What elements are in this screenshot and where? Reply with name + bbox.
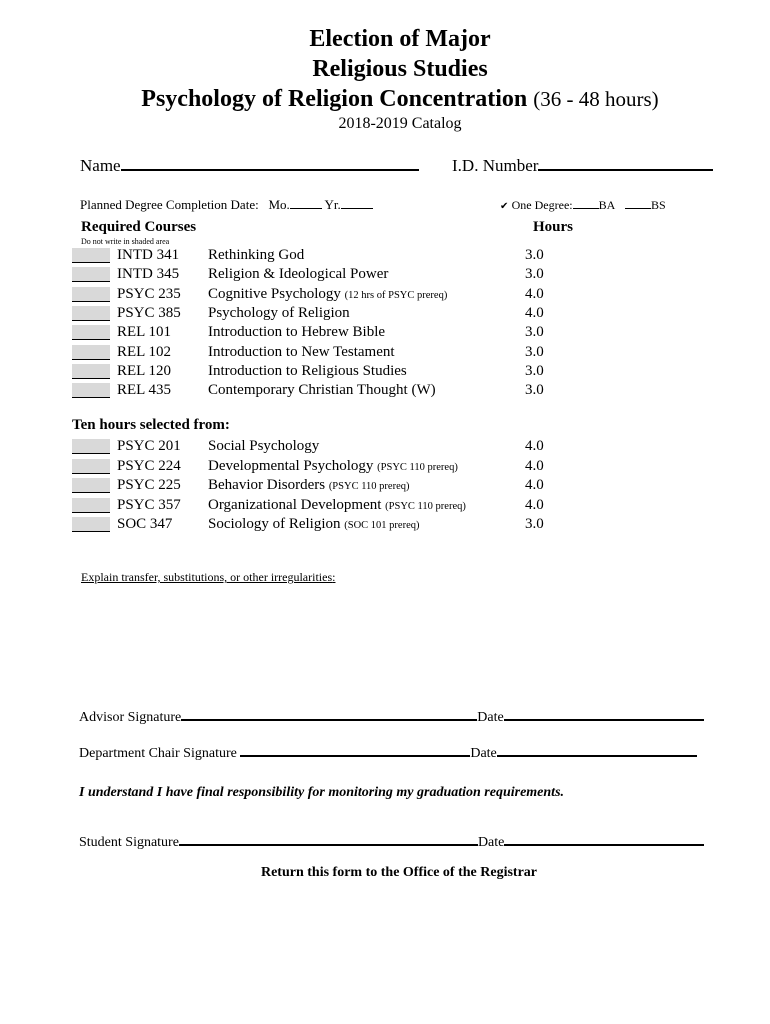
course-title-cell — [208, 476, 410, 496]
shaded-check-box[interactable] — [72, 306, 110, 321]
course-title-cell — [208, 285, 447, 305]
course-title: Psychology of Religion — [208, 304, 350, 321]
shaded-check-box[interactable] — [72, 364, 110, 379]
shaded-check-box[interactable] — [72, 478, 110, 493]
chair-date-label: Date — [470, 746, 497, 761]
shaded-check-box[interactable] — [72, 345, 110, 360]
course-title: Introduction to Hebrew Bible — [208, 324, 386, 341]
month-label: Mo. — [268, 197, 290, 212]
advisor-signature-field — [79, 705, 704, 726]
chair-signature-field — [79, 741, 697, 762]
course-row — [72, 304, 632, 323]
course-prereq-note: (SOC 101 prereq) — [344, 520, 420, 531]
course-hours: 4.0 — [525, 496, 544, 513]
course-title: Introduction to New Testament — [208, 343, 395, 360]
course-row — [72, 362, 632, 381]
course-row — [72, 285, 632, 304]
course-row — [72, 515, 632, 534]
course-row — [72, 343, 632, 362]
shaded-check-box[interactable] — [72, 325, 110, 340]
concentration-hours: (36 - 48 hours) — [533, 87, 659, 111]
course-title: Organizational Development — [208, 496, 382, 513]
chair-signature-line[interactable] — [240, 741, 470, 757]
course-title-cell — [208, 343, 395, 362]
course-title: Developmental Psychology — [208, 457, 374, 474]
student-date-line[interactable] — [504, 830, 704, 846]
course-row — [72, 381, 632, 400]
course-prereq-note: (12 hrs of PSYC prereq) — [344, 289, 448, 301]
course-row — [72, 476, 632, 495]
hours-heading: Hours — [533, 219, 574, 235]
shaded-area-note: Do not write in shaded area — [81, 237, 170, 246]
course-title-cell — [208, 323, 385, 342]
course-row — [72, 265, 632, 284]
return-note: Return this form to the Office of the Registrar — [260, 865, 538, 880]
course-row — [72, 246, 632, 265]
course-row — [72, 457, 632, 476]
course-code: PSYC 224 — [117, 457, 181, 474]
course-code: INTD 345 — [117, 266, 180, 283]
advisor-signature-line[interactable] — [181, 705, 477, 721]
shaded-check-box[interactable] — [72, 248, 110, 263]
course-hours: 3.0 — [525, 362, 544, 379]
course-code: REL 101 — [117, 324, 172, 341]
course-title-cell — [208, 304, 350, 323]
id-field — [452, 155, 713, 176]
required-courses-heading: Required Courses — [81, 219, 197, 235]
course-hours: 4.0 — [525, 477, 544, 493]
course-title-cell — [208, 496, 466, 516]
course-title: Cognitive Psychology — [208, 285, 341, 302]
bs-label: BS — [651, 198, 666, 212]
ba-label: BA — [598, 198, 616, 212]
course-title: Behavior Disorders — [208, 477, 326, 493]
year-input-line[interactable] — [341, 194, 373, 209]
name-label: Name — [80, 156, 121, 175]
course-title: Contemporary Christian Thought (W) — [208, 382, 436, 399]
course-hours: 3.0 — [525, 516, 544, 532]
course-code: INTD 341 — [117, 247, 180, 263]
course-code: REL 435 — [117, 382, 172, 399]
course-hours: 4.0 — [525, 438, 544, 454]
course-title: Introduction to Religious Studies — [208, 362, 407, 379]
course-hours: 4.0 — [525, 457, 544, 474]
month-input-line[interactable] — [290, 194, 322, 209]
form-title: Election of Major — [309, 26, 491, 52]
advisor-signature-label: Advisor Signature — [79, 710, 182, 725]
advisor-date-label: Date — [477, 710, 504, 725]
irregularities-label: Explain transfer, substitutions, or other irregularities: — [81, 570, 336, 584]
student-signature-label: Student Signature — [79, 835, 179, 850]
course-hours: 4.0 — [525, 285, 544, 302]
student-signature-line[interactable] — [179, 830, 478, 846]
shaded-check-box[interactable] — [72, 287, 110, 302]
student-signature-field — [79, 830, 704, 851]
course-code: SOC 347 — [117, 516, 173, 532]
course-prereq-note: (PSYC 110 prereq) — [385, 500, 466, 512]
responsibility-note: I understand I have final responsibility for monitoring my graduation requirements. — [79, 785, 565, 800]
course-title-cell — [208, 246, 304, 265]
ba-input-line[interactable] — [573, 194, 599, 209]
concentration-name: Psychology of Religion Concentration — [141, 86, 528, 112]
catalog-year: 2018-2019 Catalog — [338, 115, 462, 132]
course-title: Social Psychology — [208, 438, 320, 454]
course-hours: 3.0 — [525, 266, 544, 283]
course-title: Rethinking God — [208, 247, 305, 263]
course-code: PSYC 385 — [117, 304, 181, 321]
bs-input-line[interactable] — [625, 194, 651, 209]
student-date-label: Date — [477, 835, 505, 850]
course-code: REL 120 — [117, 362, 172, 379]
course-hours: 3.0 — [525, 324, 544, 341]
course-title: Religion & Ideological Power — [208, 266, 389, 283]
course-row — [72, 437, 632, 456]
course-hours: 3.0 — [525, 343, 544, 360]
course-hours: 4.0 — [525, 304, 544, 321]
degree-field — [500, 194, 666, 213]
course-code: PSYC 201 — [117, 438, 181, 454]
course-title-cell — [208, 457, 458, 477]
completion-label: Planned Degree Completion Date: — [80, 197, 259, 212]
course-code: REL 102 — [117, 343, 172, 360]
course-title-cell — [208, 265, 388, 284]
irregularities-area[interactable] — [81, 592, 701, 682]
name-input-line[interactable] — [121, 155, 419, 171]
course-title: Sociology of Religion — [208, 516, 341, 532]
shaded-check-box[interactable] — [72, 383, 110, 398]
shaded-check-box[interactable] — [72, 267, 110, 282]
course-row — [72, 496, 632, 515]
course-title-cell — [208, 515, 419, 535]
shaded-check-box[interactable] — [72, 439, 110, 454]
completion-date-field — [80, 194, 373, 213]
course-title-cell — [208, 362, 407, 381]
course-prereq-note: (PSYC 110 prereq) — [377, 461, 458, 473]
concentration-title — [0, 84, 770, 114]
shaded-check-box[interactable] — [72, 498, 110, 513]
shaded-check-box[interactable] — [72, 459, 110, 474]
course-prereq-note: (PSYC 110 prereq) — [328, 481, 410, 492]
checkmark-icon: ✔ — [500, 201, 509, 212]
course-code: PSYC 235 — [117, 285, 181, 302]
one-degree-label: One Degree: — [511, 198, 573, 212]
advisor-date-line[interactable] — [504, 705, 704, 721]
course-code: PSYC 225 — [117, 477, 181, 493]
chair-signature-label: Department Chair Signature — [79, 746, 237, 761]
elective-heading: Ten hours selected from: — [72, 417, 230, 433]
id-input-line[interactable] — [538, 155, 713, 171]
course-row — [72, 323, 632, 342]
shaded-check-box[interactable] — [72, 517, 110, 532]
year-label: Yr. — [324, 197, 341, 212]
course-title-cell — [208, 437, 319, 456]
course-hours: 3.0 — [525, 382, 544, 399]
id-label: I.D. Number — [452, 156, 539, 175]
course-code: PSYC 357 — [117, 496, 181, 513]
major-title: Religious Studies — [312, 56, 488, 82]
course-hours: 3.0 — [525, 247, 544, 263]
course-title-cell — [208, 381, 436, 400]
chair-date-line[interactable] — [497, 741, 697, 757]
name-field — [80, 155, 419, 176]
